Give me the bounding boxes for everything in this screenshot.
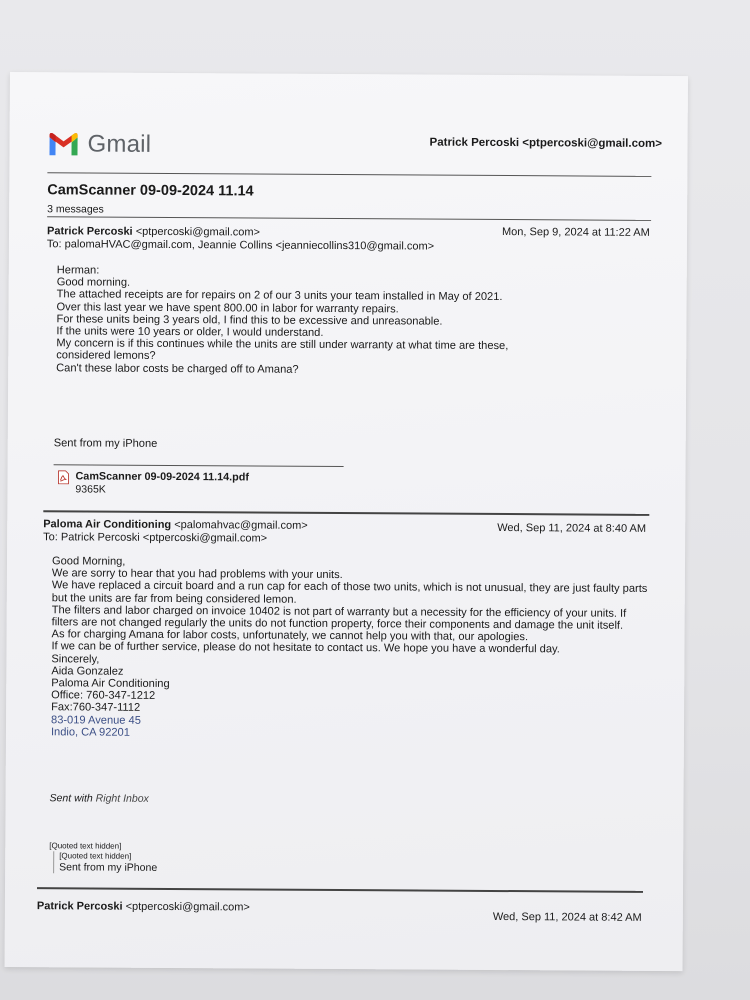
- message-1-body: [56, 264, 509, 377]
- quoted-text-toggle-nested[interactable]: [Quoted text hidden]: [59, 851, 132, 861]
- message-2-header: [43, 518, 308, 532]
- body-line: The filters and labor charged on invoice 10402 is not part of warranty but a necessity for the efficiency of your units. If: [51, 604, 627, 620]
- address-line[interactable]: 83-019 Avenue 45: [51, 713, 141, 727]
- body-line: We have replaced a circuit board and a run cap for each of those two units, which is not unusual, they are just faulty parts: [51, 579, 648, 596]
- message-2-body: [51, 555, 648, 742]
- message-1-signature: Sent from my iPhone: [53, 437, 158, 450]
- body-line: If we can be of further service, please do not hesitate to contact us. We hope you have a wonderful day.: [51, 640, 560, 656]
- pdf-file-icon: [57, 470, 69, 484]
- body-line: As for charging Amana for labor costs, unfortunately, we cannot help you with that, our apologies.: [51, 628, 529, 644]
- message-2-recipients: To: Patrick Percoski <ptpercoski@gmail.com>: [43, 531, 268, 545]
- right-inbox-link[interactable]: Right Inbox: [95, 792, 149, 805]
- message-divider: [37, 887, 643, 892]
- body-line: Can't these labor costs be charged off to Amana?: [56, 361, 299, 376]
- sender-name: Patrick Percoski: [46, 225, 133, 238]
- body-line: Good Morning,: [51, 555, 126, 568]
- message-divider: [43, 510, 649, 515]
- body-line: Office: 760-347-1212: [51, 689, 156, 703]
- body-line: We are sorry to hear that you had problems with your units.: [51, 567, 343, 582]
- attachment[interactable]: [57, 470, 249, 496]
- body-line: Aida Gonzalez: [51, 665, 124, 678]
- gmail-wordmark: Gmail: [87, 130, 152, 158]
- printed-page: [5, 72, 688, 971]
- quoted-text-toggle[interactable]: [Quoted text hidden]: [49, 841, 122, 851]
- sent-with-prefix: Sent with: [49, 792, 93, 805]
- address-line[interactable]: Indio, CA 92201: [50, 726, 130, 739]
- sender-email: <ptpercoski@gmail.com>: [135, 225, 261, 239]
- body-line: Herman:: [56, 264, 100, 277]
- message-3-date: Wed, Sep 11, 2024 at 8:42 AM: [492, 910, 642, 924]
- sender-name: Paloma Air Conditioning: [43, 518, 172, 531]
- body-line: If the units were 10 years or older, I would understand.: [56, 325, 324, 339]
- body-line: Good morning.: [56, 276, 131, 289]
- sender-email: <palomahvac@gmail.com>: [174, 519, 308, 532]
- body-line: The attached receipts are for repairs on 2 of our 3 units your team installed in May of 2021.: [56, 288, 503, 304]
- thread-subject: CamScanner 09-09-2024 11.14: [47, 182, 254, 200]
- message-3-header: [37, 900, 250, 913]
- message-count: 3 messages: [47, 203, 104, 216]
- message-1-header: [47, 225, 260, 238]
- body-line: Over this last year we have spent 800.00 in labor for warranty repairs.: [56, 300, 399, 315]
- sent-with-note: [50, 792, 149, 805]
- body-line: considered lemons?: [56, 349, 156, 363]
- message-1-date: Mon, Sep 9, 2024 at 11:22 AM: [501, 226, 650, 239]
- message-1-recipients: To: palomaHVAC@gmail.com, Jeannie Collins <jeanniecollins310@gmail.com>: [46, 238, 435, 253]
- gmail-m-icon: [47, 131, 79, 157]
- attachment-size: 9365K: [75, 483, 106, 496]
- body-line: My concern is if this continues while the units are still under warranty at what time are these,: [56, 337, 509, 353]
- body-line: Paloma Air Conditioning: [51, 677, 170, 691]
- header-divider: [47, 172, 651, 177]
- body-line: For these units being 3 years old, I find this to be excessive and unreasonable.: [56, 313, 443, 328]
- message-2-date: Wed, Sep 11, 2024 at 8:40 AM: [497, 521, 647, 535]
- body-line: but the units are far from being considered lemon.: [51, 591, 297, 606]
- body-line: Fax:760-347-1112: [51, 701, 141, 715]
- gmail-logo: [47, 130, 151, 159]
- quoted-block: [53, 851, 157, 874]
- subject-divider: [47, 216, 651, 221]
- attachment-divider: [54, 464, 344, 467]
- quoted-signature: Sent from my iPhone: [59, 861, 158, 874]
- account-email: Patrick Percoski <ptpercoski@gmail.com>: [429, 136, 662, 150]
- body-line: Sincerely,: [51, 652, 100, 666]
- sender-name: Patrick Percoski: [36, 900, 123, 913]
- sender-email: <ptpercoski@gmail.com>: [125, 900, 250, 914]
- body-line: filters are not changed regularly the units do not function property, force their components and damage the unit itself.: [51, 616, 624, 632]
- attachment-name[interactable]: CamScanner 09-09-2024 11.14.pdf: [75, 470, 250, 484]
